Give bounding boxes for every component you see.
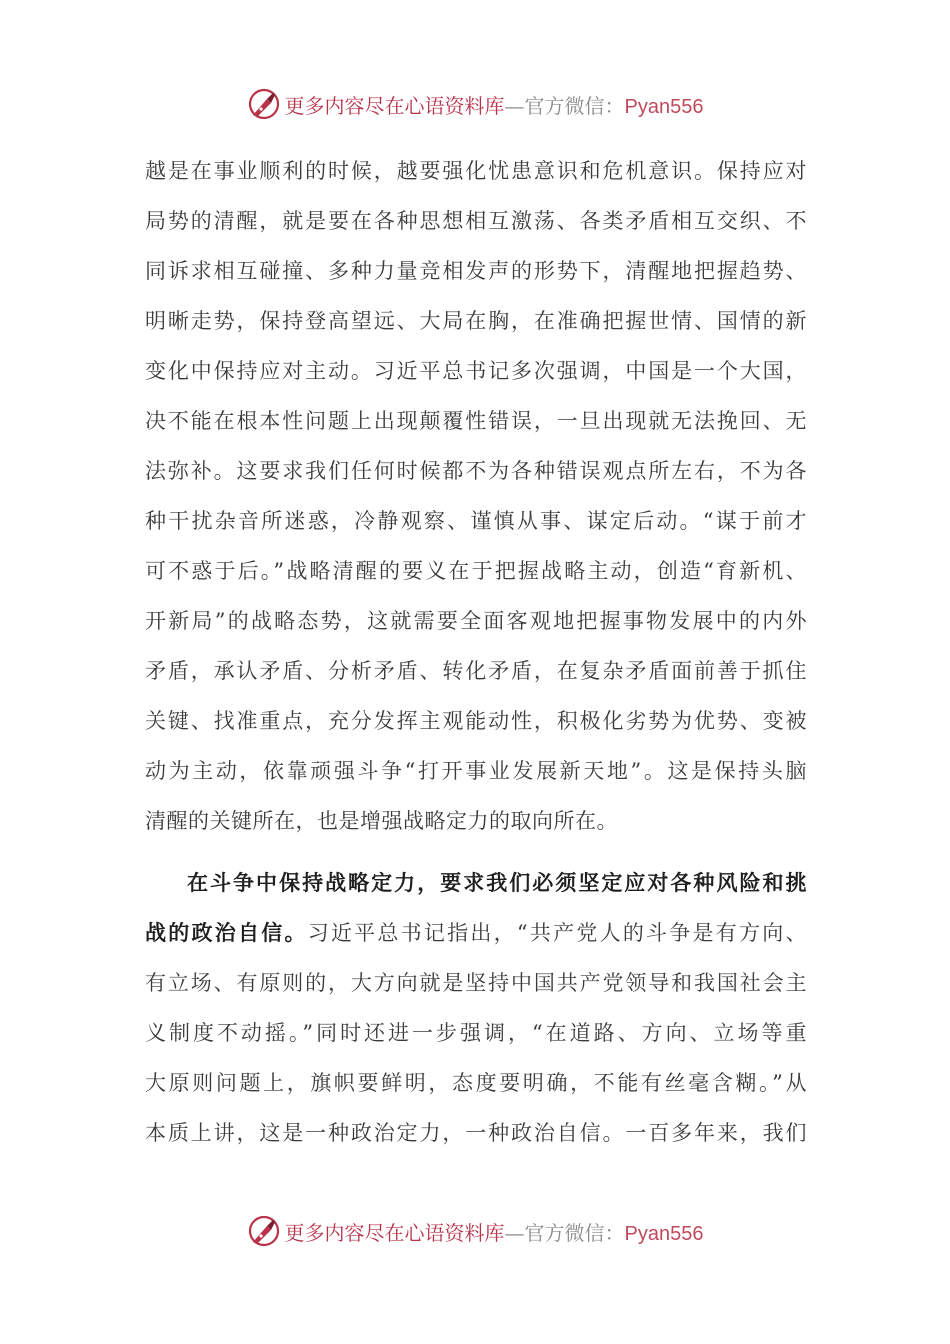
paragraph-2-lead-line: 在斗争中保持战略定力，要求我们必须坚定应对各种风险和挑 bbox=[187, 870, 807, 895]
text-line: 种干扰杂音所迷惑，冷静观察、谨慎从事、谋定后动。“谋于前才 bbox=[145, 509, 807, 533]
paragraph-2-line-2-rest: 习近平总书记指出，“共产党人的斗争是有方向、 bbox=[307, 921, 808, 945]
text-line: 有立场、有原则的，大方向就是坚持中国共产党领导和我国社会主 bbox=[145, 971, 807, 995]
text-line: 越是在事业顺利的时候，越要强化忧患意识和危机意识。保持应对 bbox=[145, 159, 807, 183]
banner-site-name: 更多内容尽在心语资料库 bbox=[284, 1220, 505, 1245]
pen-nib-circle-icon bbox=[247, 1214, 281, 1248]
text-line: 本质上讲，这是一种政治定力，一种政治自信。一百多年来，我们 bbox=[145, 1121, 807, 1145]
text-line bbox=[145, 908, 807, 958]
paragraph-2-lead-end: 战的政治自信。 bbox=[145, 920, 308, 945]
text-line: 动为主动，依靠顽强斗争“打开事业发展新天地”。这是保持头脑 bbox=[145, 759, 807, 783]
banner-wechat-id: Pyan556 bbox=[624, 1222, 704, 1245]
text-line: 局势的清醒，就是要在各种思想相互激荡、各类矛盾相互交织、不 bbox=[145, 209, 807, 233]
header-banner-text bbox=[285, 90, 704, 119]
text-line: 关键、找准重点，充分发挥主观能动性，积极化劣势为优势、变被 bbox=[145, 709, 807, 733]
text-line: 明晰走势，保持登高望远、大局在胸，在准确把握世情、国情的新 bbox=[145, 309, 807, 333]
text-line: 法弥补。这要求我们任何时候都不为各种错误观点所左右，不为各 bbox=[145, 459, 807, 483]
text-line: 义制度不动摇。”同时还进一步强调，“在道路、方向、立场等重 bbox=[145, 1021, 807, 1045]
paragraph-1 bbox=[145, 146, 807, 846]
banner-wechat-id: Pyan556 bbox=[624, 95, 704, 118]
footer-banner-text bbox=[285, 1217, 704, 1246]
banner-wechat-label: —官方微信： bbox=[504, 93, 625, 118]
paragraph-2 bbox=[145, 858, 807, 1158]
text-line: 开新局”的战略态势，这就需要全面客观地把握事物发展中的内外 bbox=[145, 609, 807, 633]
text-line: 清醒的关键所在，也是增强战略定力的取向所在。 bbox=[145, 809, 618, 833]
document-body bbox=[145, 146, 807, 1158]
text-line: 矛盾，承认矛盾、分析矛盾、转化矛盾，在复杂矛盾面前善于抓住 bbox=[145, 659, 807, 683]
pen-nib-circle-icon bbox=[247, 87, 281, 121]
banner-site-name: 更多内容尽在心语资料库 bbox=[284, 93, 505, 118]
footer-banner bbox=[0, 1209, 950, 1253]
text-line: 决不能在根本性问题上出现颠覆性错误，一旦出现就无法挽回、无 bbox=[145, 409, 807, 433]
text-line: 变化中保持应对主动。习近平总书记多次强调，中国是一个大国， bbox=[145, 359, 807, 383]
text-line: 可不惑于后。”战略清醒的要义在于把握战略主动，创造“育新机、 bbox=[145, 559, 807, 583]
header-banner bbox=[0, 82, 950, 126]
banner-wechat-label: —官方微信： bbox=[504, 1220, 625, 1245]
text-line: 同诉求相互碰撞、多种力量竞相发声的形势下，清醒地把握趋势、 bbox=[145, 259, 807, 283]
text-line: 大原则问题上，旗帜要鲜明，态度要明确，不能有丝毫含糊。”从 bbox=[145, 1071, 807, 1095]
